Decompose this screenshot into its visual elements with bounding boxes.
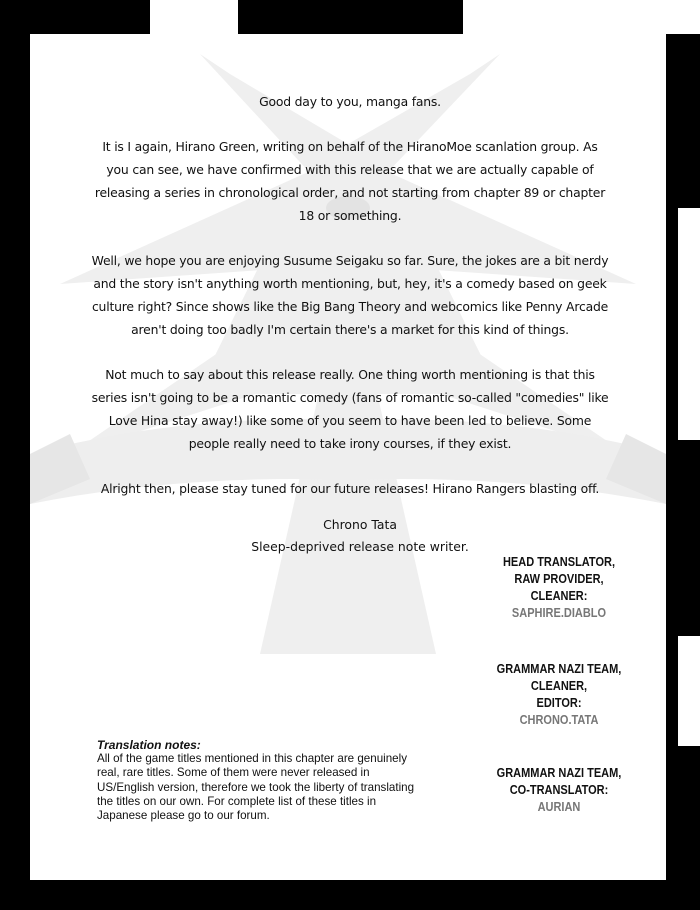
letter-paragraph: Alright then, please stay tuned for our future releases! Hirano Rangers blasting off. — [100, 481, 600, 496]
credit-role: HEAD TRANSLATOR, RAW PROVIDER, CLEANER: — [502, 555, 616, 603]
letter-paragraph: Well, we hope you are enjoying Susume Seigaku so far. Sure, the jokes are a bit nerdy and the story isn't anything worth mentioning, but, hey, it's a comedy based on geek culture right? Since shows like the Big Bang Theory and webcomics like Penny Arcade aren't doing too badly I'm certain there's a market for this kind of things. — [91, 253, 609, 337]
next-page-edge-lower — [678, 636, 700, 746]
signature — [240, 514, 480, 558]
signature-name: Chrono Tata — [323, 517, 397, 532]
next-page-edge-upper — [678, 208, 700, 440]
signature-title: Sleep-deprived release note writer. — [251, 539, 469, 554]
page-top-tab-left — [150, 0, 238, 34]
credit-block-editor — [474, 661, 644, 729]
page-top-tab-right — [463, 0, 700, 34]
translation-notes-title: Translation notes: — [97, 738, 201, 752]
credit-role: GRAMMAR NAZI TEAM, CLEANER, EDITOR: — [496, 662, 622, 710]
letter-paragraph: Not much to say about this release really. One thing worth mentioning is that this series isn't going to be a romantic comedy (fans of romantic so-called "comedies" like Love Hina stay away!) like some of you seem to have been led to believe. Some people really need to take irony courses, if they exist. — [91, 367, 609, 451]
translation-notes-body: All of the game titles mentioned in this chapter are genuinely real, rare titles. Some of them were never released in US/English version, therefore we took the liberty of translating the titles on our own. For complete list of these titles in Japanese please go to our forum. — [97, 752, 415, 823]
credit-block-cotranslator — [474, 765, 644, 816]
release-notes-page — [30, 34, 666, 880]
credit-name: SAPHIRE.DIABLO — [511, 606, 607, 620]
credit-name: CHRONO.TATA — [519, 713, 599, 727]
release-letter — [90, 90, 610, 522]
letter-paragraph: It is I again, Hirano Green, writing on behalf of the HiranoMoe scanlation group. As you can see, we have confirmed with this release that we are actually capable of releasing a series in chronological order, and not starting from chapter 89 or chapter 18 or something. — [94, 139, 606, 223]
translation-notes — [97, 738, 427, 823]
letter-paragraph: Good day to you, manga fans. — [259, 94, 441, 109]
credit-name: AURIAN — [537, 800, 581, 814]
credit-role: GRAMMAR NAZI TEAM, CO-TRANSLATOR: — [496, 766, 622, 797]
credit-block-translator — [474, 554, 644, 622]
